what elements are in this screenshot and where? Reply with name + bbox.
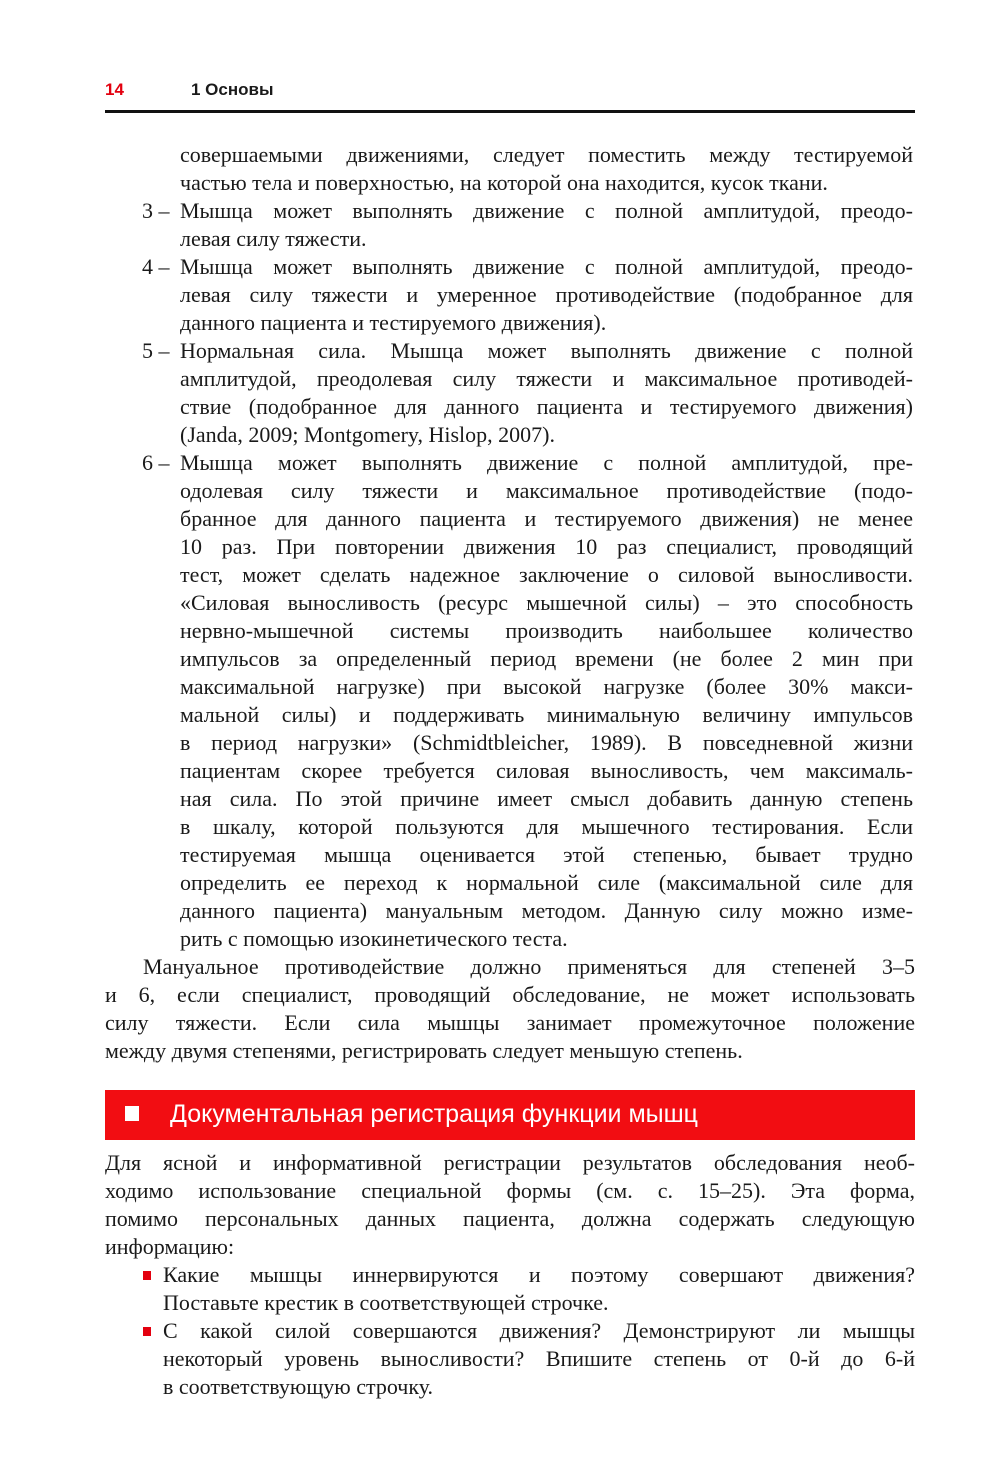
list-item xyxy=(142,449,913,953)
text-line: в период нагрузки» (Schmidtbleicher, 1989). В повседневной жизни xyxy=(180,730,913,755)
text-line: данного пациента) мануальным методом. Данную силу можно изме- xyxy=(180,898,913,923)
text-line: Мануальное противодействие должно применяться для степеней 3–5 xyxy=(143,954,915,979)
text-line: максимальной нагрузке) при высокой нагрузке (более 30% макси- xyxy=(180,674,913,699)
header-rule xyxy=(105,110,915,113)
bullet-square-icon xyxy=(143,1271,151,1280)
running-header xyxy=(105,80,505,104)
text-line: совершаемыми движениями, следует поместить между тестируемой xyxy=(180,142,913,167)
text-line: левая силу тяжести и умеренное противодействие (подобранное для xyxy=(180,282,913,307)
text-line: бранное для данного пациента и тестируемого движения) не менее xyxy=(180,506,913,531)
text-line: и 6, если специалист, проводящий обследование, не может использовать xyxy=(105,982,915,1007)
text-line: импульсов за определенный период времени (не более 2 мин при xyxy=(180,646,913,671)
text-line: 10 раз. При повторении движения 10 раз специалист, проводящий xyxy=(180,534,913,559)
text-line: ная сила. По этой причине имеет смысл добавить данную степень xyxy=(180,786,913,811)
text-line: (Janda, 2009; Montgomery, Hislop, 2007). xyxy=(180,422,555,447)
grade-number: 3 – xyxy=(142,198,170,223)
paragraph-manual-resistance xyxy=(105,953,915,1065)
text-line: ходимо использование специальной формы (см. с. 15–25). Эта форма, xyxy=(105,1178,915,1203)
list-item xyxy=(142,337,913,449)
text-line: Нормальная сила. Мышца может выполнять движение с полной xyxy=(180,338,913,363)
text-line: С какой силой совершаются движения? Демонстрируют ли мышцы xyxy=(163,1318,915,1343)
text-line: частью тела и поверхностью, на которой она находится, кусок ткани. xyxy=(180,170,828,195)
text-line: тест, может сделать надежное заключение о силовой выносливости. xyxy=(180,562,913,587)
text-line: ствие (подобранное для данного пациента и тестируемого движения) xyxy=(180,394,913,419)
text-line: Мышца может выполнять движение с полной амплитудой, пре- xyxy=(180,450,913,475)
section-title: Документальная регистрация функции мышц xyxy=(170,1100,699,1128)
grade-number: 5 – xyxy=(142,338,170,363)
page-number: 14 xyxy=(105,80,124,99)
text-line: между двумя степенями, регистрировать следует меньшую степень. xyxy=(105,1038,743,1063)
text-line: определить ее переход к нормальной силе (максимальной силе для xyxy=(180,870,913,895)
bullet-square-icon xyxy=(143,1327,151,1336)
text-line: Мышца может выполнять движение с полной амплитудой, преодо- xyxy=(180,198,913,223)
text-line: данного пациента и тестируемого движения). xyxy=(180,310,607,335)
bullet-item xyxy=(163,1261,915,1317)
text-line: помимо персональных данных пациента, должна содержать следующую xyxy=(105,1206,915,1231)
text-line: одолевая силу тяжести и максимальное противодействие (подо- xyxy=(180,478,913,503)
paragraph-documentation xyxy=(105,1149,915,1261)
text-line: Для ясной и информативной регистрации результатов обследования необ- xyxy=(105,1150,915,1175)
chapter-title: 1 Основы xyxy=(191,80,274,99)
text-line: пациентам скорее требуется силовая выносливость, чем максималь- xyxy=(180,758,913,783)
text-line: в шкалу, которой пользуются для мышечного тестирования. Если xyxy=(180,814,913,839)
text-line: тестируемая мышца оценивается этой степенью, бывает трудно xyxy=(180,842,913,867)
text-line: Какие мышцы иннервируются и поэтому совершают движения? xyxy=(163,1262,915,1287)
text-line: левая силу тяжести. xyxy=(180,226,367,251)
grade-number: 4 – xyxy=(142,254,170,279)
text-line: амплитудой, преодолевая силу тяжести и максимальное противодей- xyxy=(180,366,913,391)
text-line: нервно-мышечной системы производить наибольшее количество xyxy=(180,618,913,643)
text-line: Мышца может выполнять движение с полной амплитудой, преодо- xyxy=(180,254,913,279)
list-item xyxy=(142,197,913,253)
text-line: некоторый уровень выносливости? Впишите степень от 0-й до 6-й xyxy=(163,1346,915,1371)
text-line: «Силовая выносливость (ресурс мышечной силы) – это способность xyxy=(180,590,913,615)
list-item xyxy=(142,253,913,337)
text-line: Поставьте крестик в соответствующей строчке. xyxy=(163,1290,609,1315)
text-line: мальной силы) и поддерживать минимальную величину импульсов xyxy=(180,702,913,727)
text-line: силу тяжести. Если сила мышцы занимает промежуточное положение xyxy=(105,1010,915,1035)
list-item xyxy=(180,141,913,197)
text-line: рить с помощью изокинетического теста. xyxy=(180,926,568,951)
grade-number: 6 – xyxy=(142,450,170,475)
section-square-icon xyxy=(125,1106,139,1121)
bullet-item xyxy=(163,1317,915,1401)
text-line: в соответствующую строчку. xyxy=(163,1374,434,1399)
text-line: информацию: xyxy=(105,1234,235,1259)
section-heading xyxy=(105,1090,915,1140)
